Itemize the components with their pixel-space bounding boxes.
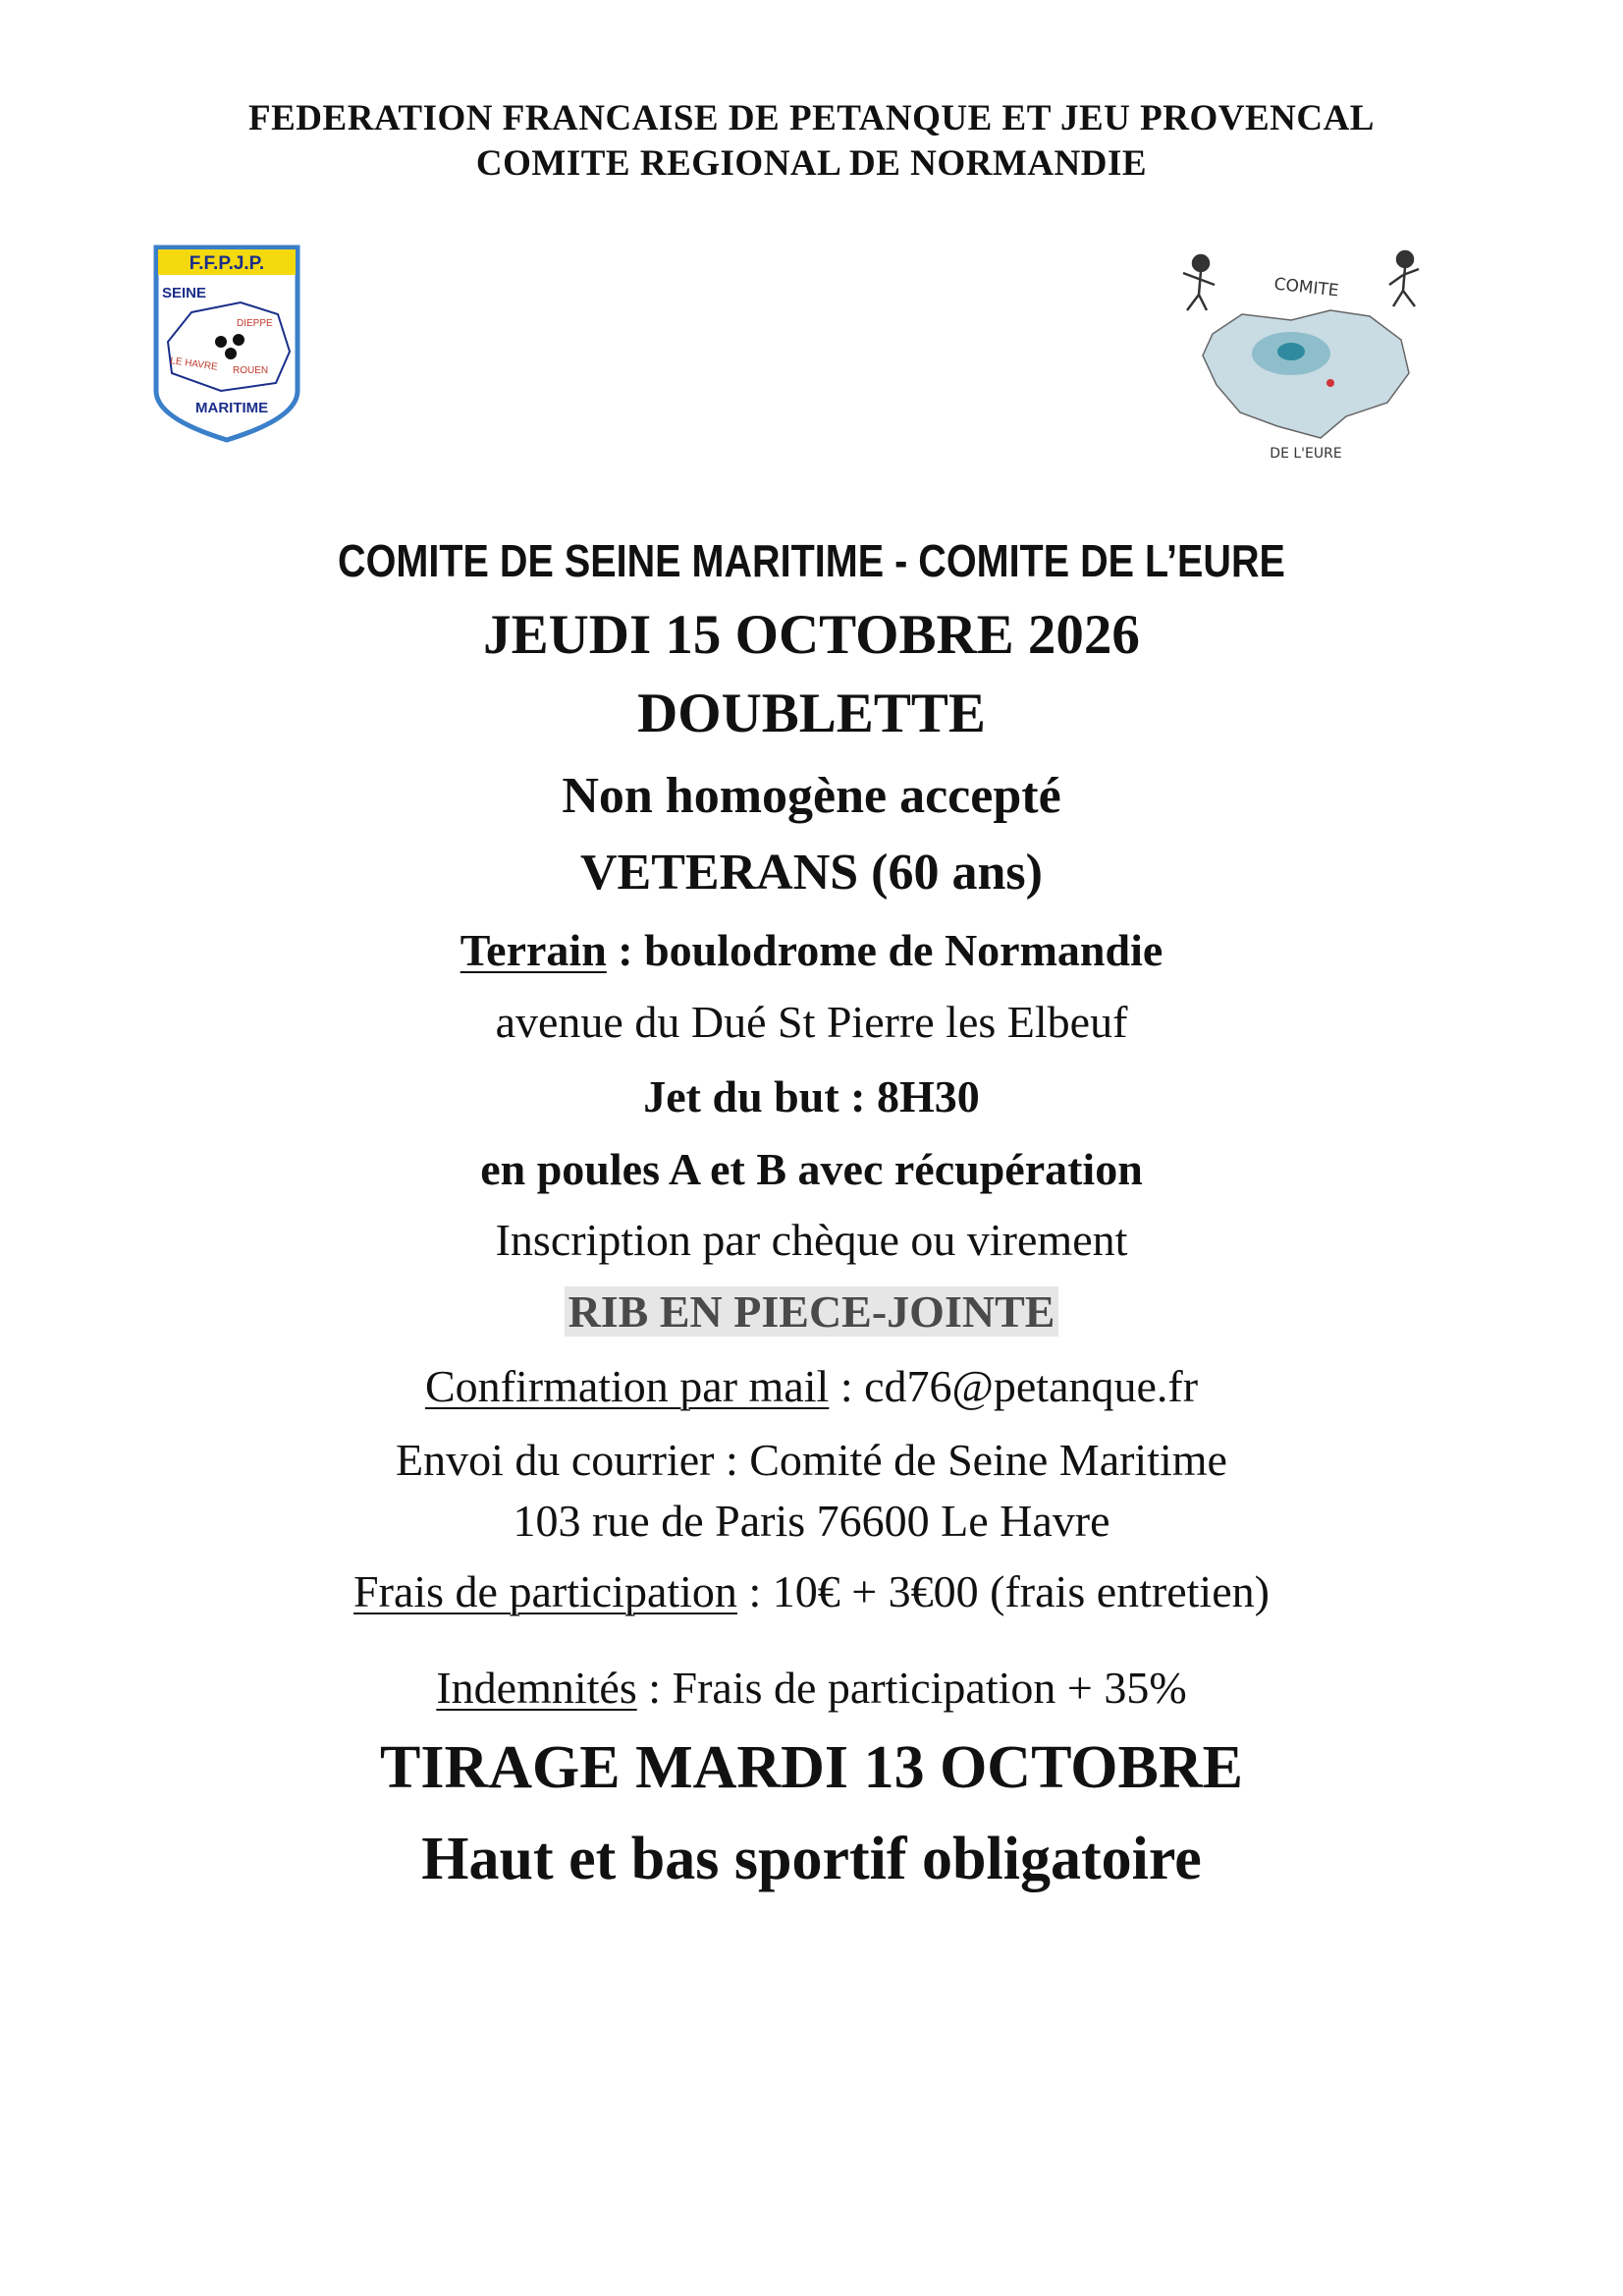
rib-line xyxy=(0,1285,1623,1339)
boule-3 xyxy=(225,348,237,359)
frais-line xyxy=(0,1565,1623,1618)
inscription-info: Inscription par chèque ou virement xyxy=(495,1215,1128,1265)
indemnites-label: Indemnités xyxy=(436,1663,637,1713)
event-date: JEUDI 15 OCTOBRE 2026 xyxy=(483,604,1140,666)
ffpjp-seine-maritime-logo xyxy=(152,244,301,445)
rib-notice: RIB EN PIECE-JOINTE xyxy=(565,1286,1059,1337)
tenue-obligatoire: Haut et bas sportif obligatoire xyxy=(421,1826,1202,1892)
terrain-label: Terrain xyxy=(460,925,607,975)
indemnites-line xyxy=(0,1662,1623,1715)
terrain-value: : boulodrome de Normandie xyxy=(606,925,1163,975)
logo-left-maritime-text: MARITIME xyxy=(195,400,269,416)
terrain-line xyxy=(0,924,1623,977)
indemnites-value: : Frais de participation + 35% xyxy=(636,1663,1187,1713)
frais-value: : 10€ + 3€00 (frais entretien) xyxy=(736,1566,1270,1616)
player-figure-right xyxy=(1389,251,1419,306)
jet-du-but: Jet du but : 8H30 xyxy=(643,1071,980,1121)
envoi-courrier: Envoi du courrier : Comité de Seine Maritime xyxy=(396,1435,1227,1485)
logo-left-top-text: F.F.P.J.P. xyxy=(189,253,265,274)
confirmation-line xyxy=(0,1360,1623,1413)
event-format: DOUBLETTE xyxy=(637,683,986,744)
logo-left-seine-text: SEINE xyxy=(162,285,207,301)
logo-left-city-dieppe: DIEPPE xyxy=(237,318,273,329)
homogene-note: Non homogène accepté xyxy=(562,768,1061,824)
map-marker xyxy=(1326,379,1334,387)
player-figure-left xyxy=(1183,255,1215,310)
organizing-committees: COMITE DE SEINE MARITIME - COMITE DE L’EURE xyxy=(338,535,1285,586)
federation-title: FEDERATION FRANCAISE DE PETANQUE ET JEU PROVENCAL xyxy=(248,98,1375,138)
comite-eure-logo xyxy=(1173,246,1434,466)
logo-left-city-rouen: ROUEN xyxy=(233,365,269,376)
poules-info: en poules A et B avec récupération xyxy=(480,1144,1143,1194)
tirage-date: TIRAGE MARDI 13 OCTOBRE xyxy=(379,1734,1244,1801)
confirmation-email: : cd76@petanque.fr xyxy=(829,1361,1199,1411)
regional-committee-title: COMITE REGIONAL DE NORMANDIE xyxy=(475,143,1148,184)
terrain-address: avenue du Dué St Pierre les Elbeuf xyxy=(495,997,1128,1047)
logo-right-top-text: COMITE xyxy=(1272,274,1340,301)
confirmation-label: Confirmation par mail xyxy=(424,1361,830,1411)
event-category: VETERANS (60 ans) xyxy=(580,845,1043,901)
frais-label: Frais de participation xyxy=(353,1566,737,1616)
boule-2 xyxy=(233,334,244,346)
logo-left-city-lehavre: LE HAVRE xyxy=(169,355,219,373)
federation-header xyxy=(0,96,1623,187)
envoi-address: 103 rue de Paris 76600 Le Havre xyxy=(513,1496,1110,1546)
boule-1 xyxy=(215,336,227,348)
logo-right-bottom-text: DE L'EURE xyxy=(1270,446,1342,462)
